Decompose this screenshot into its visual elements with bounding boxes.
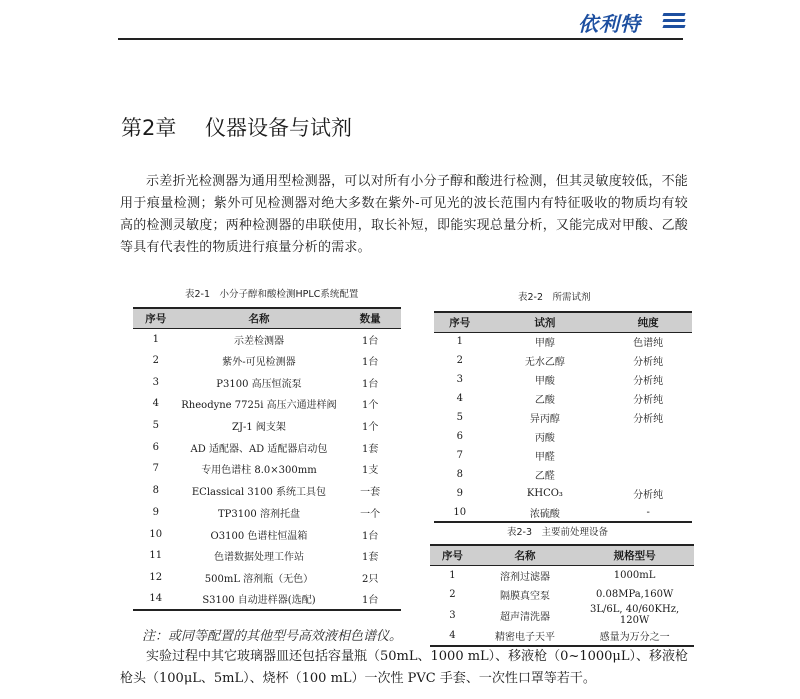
table-cell: 8 — [456, 469, 463, 480]
column-header: 纯度 — [604, 312, 692, 332]
table-row — [434, 503, 692, 522]
table-cell: 1个 — [361, 422, 379, 434]
table-cell: 浓硫酸 — [486, 503, 605, 522]
table-row — [430, 565, 694, 585]
table-cell: 丙酸 — [534, 433, 555, 444]
table-cell: 分析纯 — [633, 414, 664, 425]
table-row — [434, 446, 692, 465]
table-pretreatment-equipment — [430, 544, 694, 647]
table-cell: 分析纯 — [633, 357, 664, 368]
table-cell: 感量为万分之一 — [575, 626, 694, 646]
table-row — [434, 484, 692, 503]
table-cell: 一套 — [360, 487, 381, 499]
table-cell: 4 — [456, 393, 463, 404]
table-cell: 色谱纯 — [633, 338, 664, 350]
table-cell: 超声清洗器 — [500, 611, 551, 623]
column-header: 规格型号 — [575, 545, 694, 565]
brand-logo: 依利特 — [578, 12, 641, 36]
table-cell: 1台 — [339, 588, 401, 610]
table-cell: O3100 色谱柱恒温箱 — [210, 530, 308, 542]
table-cell: P3100 高压恒流泵 — [216, 378, 302, 390]
table-cell: 1 — [449, 569, 456, 581]
table-cell: 隔膜真空泵 — [500, 590, 551, 602]
table-cell: 1 — [152, 333, 159, 345]
table-row — [133, 328, 401, 350]
table-row — [430, 585, 694, 605]
column-header: 名称 — [475, 545, 575, 565]
table-row — [434, 427, 692, 446]
table-cell — [604, 427, 692, 446]
table-cell: 1000mL — [613, 569, 656, 581]
table-cell: 1台 — [361, 357, 379, 369]
column-header: 名称 — [179, 308, 340, 328]
table-row — [133, 393, 401, 415]
table-cell: 1套 — [361, 552, 379, 564]
table-cell: 分析纯 — [633, 395, 664, 406]
chapter-title: 仪器设备与试剂 — [205, 116, 352, 140]
table-cell: KHCO₃ — [526, 488, 563, 499]
table-cell: 专用色谱柱 8.0×300mm — [201, 465, 317, 477]
table-cell: 12 — [149, 571, 163, 583]
column-header: 序号 — [430, 545, 475, 565]
table-cell: 5 — [456, 412, 463, 423]
table-cell: 色谱数据处理工作站 — [213, 552, 304, 564]
table-row — [434, 465, 692, 484]
table-header-row — [434, 312, 692, 332]
table-cell: 分析纯 — [633, 376, 664, 387]
table-row — [434, 370, 692, 389]
brand-logo-mark — [663, 13, 685, 31]
table-cell: 1台 — [361, 530, 379, 542]
table-cell: 7 — [152, 463, 159, 475]
table-cell: - — [604, 503, 692, 522]
table-row — [133, 545, 401, 567]
table-cell: TP3100 溶剂托盘 — [217, 508, 300, 520]
table-cell: 14 — [133, 588, 179, 610]
closing-paragraph: 实验过程中其它玻璃器皿还包括容量瓶（50mL、1000 mL）、移液枪（0~1000μL）、移液枪枪头（100μL、5mL）、烧杯（100 mL）一次性 PVC 手套、一次性口罩等若干。 — [120, 649, 689, 686]
table-cell: 一个 — [360, 508, 381, 520]
table-cell: 2 — [449, 588, 456, 600]
header-rule — [118, 38, 683, 40]
table-row — [434, 351, 692, 370]
table-cell: 0.08MPa,160W — [595, 588, 674, 600]
table-cell: 3 — [456, 374, 463, 385]
table-cell: ZJ-1 阀支架 — [232, 422, 286, 434]
table-cell: 紫外-可见检测器 — [222, 357, 296, 369]
table-cell: 10 — [149, 528, 163, 540]
table-note: 注：或同等配置的其他型号高效液相色谱仪。 — [142, 629, 403, 644]
table-cell: 6 — [152, 441, 159, 453]
table-row — [133, 588, 401, 610]
table-reagents — [434, 311, 692, 523]
table-cell: 9 — [152, 506, 159, 518]
table-cell: 500mL 溶剂瓶（无色） — [204, 573, 314, 585]
column-header: 序号 — [133, 308, 179, 328]
table-cell — [604, 446, 692, 465]
table-cell: 3 — [449, 609, 456, 621]
table-row — [133, 458, 401, 480]
table-row — [434, 332, 692, 351]
table-cell: 异丙醇 — [529, 414, 560, 425]
table-cell: 乙酸 — [534, 395, 555, 406]
table-cell: EClassical 3100 系统工具包 — [191, 487, 327, 499]
chapter-heading — [121, 112, 352, 142]
table-cell: 甲醇 — [534, 338, 555, 350]
table-cell: 精密电子天平 — [475, 626, 575, 646]
table-row — [133, 502, 401, 524]
intro-paragraph: 示差折光检测器为通用型检测器，可以对所有小分子醇和酸进行检测，但其灵敏度较低，不能用于痕量检测；紫外可见检测器对绝大多数在紫外-可见光的波长范围内有特征吸收的物质均有较高的检测灵敏度；两种检测器的串联使用，取长补短，即能实现总量分析，又能完成对甲酸、乙酸等具有代表性的物质进行痕量分析的需求。 — [120, 174, 688, 255]
table-hplc-config — [133, 307, 401, 611]
table-cell: 分析纯 — [633, 490, 664, 501]
table-header-row — [133, 308, 401, 328]
table-cell — [604, 465, 692, 484]
table-cell: 1台 — [361, 335, 379, 347]
table-cell: 示差检测器 — [233, 335, 284, 347]
table-row — [133, 567, 401, 589]
table3-caption: 表2-3 主要前处理设备 — [507, 527, 609, 538]
table-cell: 4 — [152, 398, 159, 410]
table-cell: 甲醛 — [534, 452, 555, 463]
table-row — [133, 480, 401, 502]
table-cell: 3L/6L, 40/60KHz, 120W — [589, 604, 680, 626]
table-row — [430, 604, 694, 626]
column-header: 数量 — [339, 308, 401, 328]
table-row — [434, 408, 692, 427]
table-row — [133, 371, 401, 393]
table-cell: 9 — [456, 488, 463, 499]
table-cell: 1台 — [361, 378, 379, 390]
table-cell: 2只 — [361, 573, 379, 585]
table-header-row — [430, 545, 694, 565]
table-cell: 乙醛 — [534, 471, 555, 482]
table-cell: 8 — [152, 485, 159, 497]
table-cell: 1个 — [361, 400, 379, 412]
table-cell: 溶剂过滤器 — [500, 571, 551, 583]
table-row — [430, 626, 694, 646]
table-cell: 5 — [152, 420, 159, 432]
table-cell: 无水乙醇 — [524, 357, 565, 368]
column-header: 序号 — [434, 312, 486, 332]
column-header: 试剂 — [486, 312, 605, 332]
chapter-number: 第2章 — [121, 116, 177, 140]
table1-caption: 表2-1 小分子醇和酸检测HPLC系统配置 — [185, 289, 359, 300]
table-cell: 2 — [152, 355, 159, 367]
table-cell: 1套 — [361, 443, 379, 455]
table-cell: 1 — [456, 336, 463, 348]
table-row — [133, 523, 401, 545]
table-cell: 2 — [456, 355, 463, 366]
table-cell: 4 — [430, 626, 475, 646]
table-cell: 11 — [149, 550, 163, 562]
table-row — [133, 415, 401, 437]
table-cell: 甲酸 — [534, 376, 555, 387]
table-cell: 1支 — [361, 465, 379, 477]
table-row — [133, 350, 401, 372]
table-cell: 10 — [434, 503, 486, 522]
table-row — [434, 389, 692, 408]
table-cell: AD 适配器、AD 适配器启动包 — [190, 443, 328, 455]
table-cell: 7 — [456, 450, 463, 461]
table2-caption: 表2-2 所需试剂 — [518, 292, 591, 303]
table-cell: S3100 自动进样器(选配) — [179, 588, 340, 610]
table-cell: Rheodyne 7725i 高压六通进样阀 — [181, 400, 337, 412]
table-cell: 3 — [152, 376, 159, 388]
table-cell: 6 — [456, 431, 463, 442]
table-row — [133, 436, 401, 458]
